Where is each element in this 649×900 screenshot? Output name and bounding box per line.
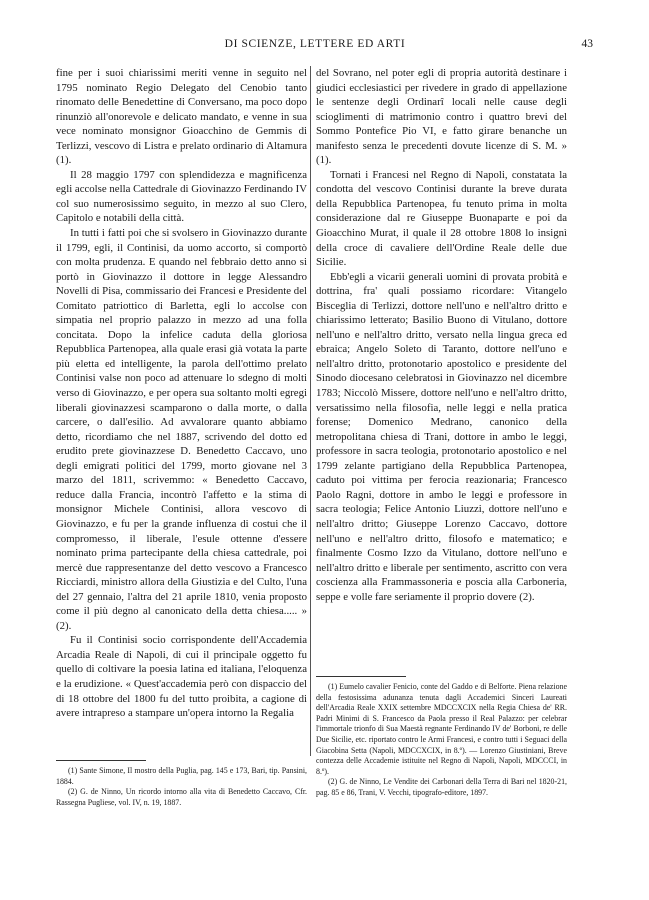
- footnote: (2) G. de Ninno, Le Vendite dei Carbonari della Terra di Bari nel 1820-21, pag. 85 e 86, Trani, V. Vecchi, tipografo-editore, 1897.: [316, 777, 567, 797]
- paragraph: In tutti i fatti poi che si svolsero in Giovinazzo durante il 1799, egli, il Continisi, da uomo accorto, si comportò con molta prudenza. E quando nel febbraio detto anno si portò in Giovinazzo il dottore in legge Alessandro Novelli di Pisa, commissario dei Francesi e Presidente del Comitato patriottico di Barletta, egli lo accolse con simpatia nel proprio palazzo in mezzo ad una folla concitata. Dopo la infelice caduta della gloriosa Repubblica Partenopea, alla quale erasi già votata la parte più eletta ed intelligente, la parola dell'ottimo prelato Continisi valse non poco ad attenuare lo sdegno di molti verso di Giovinazzo, e per opera sua soltanto molti egregi liberali giovinazzesi scamparono o dalla morte, o dalla carcere, o dall'esilio. Ad avvalorare quanto abbiamo detto, ricordiamo che nel 1887, scrivendo del dotto ed erudito prete giovinazzese D. Benedetto Caccavo, uno degli emigrati politici del 1799, morto giovane nel 3 marzo del 1811, scrivemmo: « Benedetto Caccavo, reduce dalla Francia, incontrò l'affetto e la stima di monsignor Michele Continisi, allora vescovo di Giovinazzo, e fu per la grande influenza di costui che il compromesso, il liberale, l'esule ottenne d'essere nominato prima partecipante della chiesa cattedrale, poi mercè due rappresentanze del detto vescovo a Francesco Ricciardi, ministro allora della Giustizia e del Culto, l'una del 27 gennaio, l'altra del 21 aprile 1810, venia proposto come il più degno al canonicato della detta chiesa..... » (2).: [56, 227, 307, 632]
- paragraph: Il 28 maggio 1797 con splendidezza e magnificenza egli accolse nella Cattedrale di Giovinazzo Ferdinando IV col suo numerosissimo seguito, in mezzo al suo Clero, Capitolo e notabili della città.: [56, 168, 307, 225]
- right-column: [316, 66, 567, 604]
- footnote-rule: [56, 760, 146, 761]
- footnotes-right: [316, 682, 567, 799]
- paragraph: Ebb'egli a vicarii generali uomini di provata probità e dottrina, fra' quali possiamo ricordare: Vitangelo Bisceglia di Terlizzi, dottore nell'uno e nell'altro dritto e chiarissimo letterato; Basilio Buono di Vitulano, dottore nell'uno e nell'altro dritto, versato nella lingua greca ed ebraica; Angelo Soleto di Taranto, dottore nell'uno e nell'altro dritto, protonotario apostolico e presidente del Sinodo diocesano celebratosi in Giovinazzo nel dicembre 1783; Niccolò Missere, dottore nell'uno e nell'altro dritto, versatissimo nella filosofia, nelle leggi e nella pratica forense; Domenico Medrano, canonico della metropolitana chiesa di Trani, dottore in ambo le leggi, professore in sacra teologia, protonotario apostolico e nel 1799 zelante partigiano della Repubblica Partenopea, caduto poi vittima per ferocia reazionaria; Francesco Paolo Ragni, dottore in ambo le leggi e professore in sacra teologia; Felice Antonio Liuzzi, dottore nell'uno e nell'altro dritto; Giuseppe Lorenzo Caccavo, dottore nell'uno e nell'altro dritto, filosofo e matematico; e finalmente Cosmo Izzo da Vitulano, dottore nell'uno e nell'altro dritto e liberale per sentimento, ascritto con vera coscienza alla Frammassoneria e poscia alla Carboneria, seppe e volle fare seriamente il proprio dovere (2).: [316, 270, 567, 603]
- footnote: (2) G. de Ninno, Un ricordo intorno alla vita di Benedetto Caccavo, Cfr. Rassegna Pugliese, vol. IV, n. 19, 1887.: [56, 787, 307, 807]
- left-column: [56, 66, 307, 721]
- paragraph: fine per i suoi chiarissimi meriti venne in seguito nel 1795 nominato Regio Delegato del Cenobio tanto rinomato delle Benedettine di Conversano, ma poco dopo rinunziò all'onorevole e delicato mandato, e venne in sua vece nominato monsignor Gioacchino de Gemmis di Terlizzi, vescovo di Listra e prelato ordinario di Altamura (1).: [56, 67, 307, 167]
- footnote: (1) Eumelo cavalier Fenicio, conte del Gaddo e di Belforte. Piena relazione della festosissima adunanza tenuta dagli Accademici Sinceri Laureati dell'Arcadia Reale XXIX settembre MDCCXCIX nella Regia Chiesa de' RR. Padri Minimi di S. Francesco da Paola presso il Real Palazzo: per celebrar l'immortale trionfo di Sua Maestà regnante Ferdinando IV de' Borboni, re delle Due Sicilie, etc. riportato contro le Armi Francesi, e contro tutti i Seguaci della Giacobina Setta (Napoli, MDCCXCIX, in 8.º). — Lorenzo Giustiniani, Breve contezza delle Accademie istituite nel Regno di Napoli, Napoli, MDCCCI, in 8.º).: [316, 682, 567, 776]
- column-divider: [310, 66, 311, 756]
- running-header: DI SCIENZE, LETTERE ED ARTI: [224, 38, 406, 50]
- paragraph: Fu il Continisi socio corrispondente dell'Accademia Arcadia Reale di Napoli, di cui il principale oggetto fu quello di coltivare la poesia latina ed italiana, l'eloquenza e la erudizione. « Quest'accademia però con dispaccio del di 18 ottobre del 1800 fu del tutto proibita, a cagione di avere intrapreso a stampare un'opera intorno la Regalia: [56, 634, 307, 720]
- paragraph: Tornati i Francesi nel Regno di Napoli, constatata la condotta del vescovo Continisi durante la breve durata della Repubblica Partenopea, fu tenuto prima in molta considerazione dal re Giuseppe Buonaparte e poi da Gioacchino Murat, il quale il 28 ottobre 1808 lo insignì della croce di cavaliere dell'Ordine Reale delle due Sicilie.: [316, 168, 567, 269]
- footnotes-left: [56, 766, 307, 808]
- page-number: 43: [581, 38, 593, 50]
- footnote-rule: [316, 676, 406, 677]
- footnote: (1) Sante Simone, Il mostro della Puglia, pag. 145 e 173, Bari, tip. Pansini, 1884.: [56, 766, 307, 786]
- paragraph: del Sovrano, nel poter egli di propria autorità destinare i giudici ecclesiastici per rivedere in grado di appellazione le sentenze degli Ordinarî locali nelle cause degli scioglimenti di matrimonio contro i quattro brevi del Sommo Pontefice Pio VI, e fatto girare benanche un manifesto senza le precedenti dovute licenze di S. M. » (1).: [316, 67, 567, 167]
